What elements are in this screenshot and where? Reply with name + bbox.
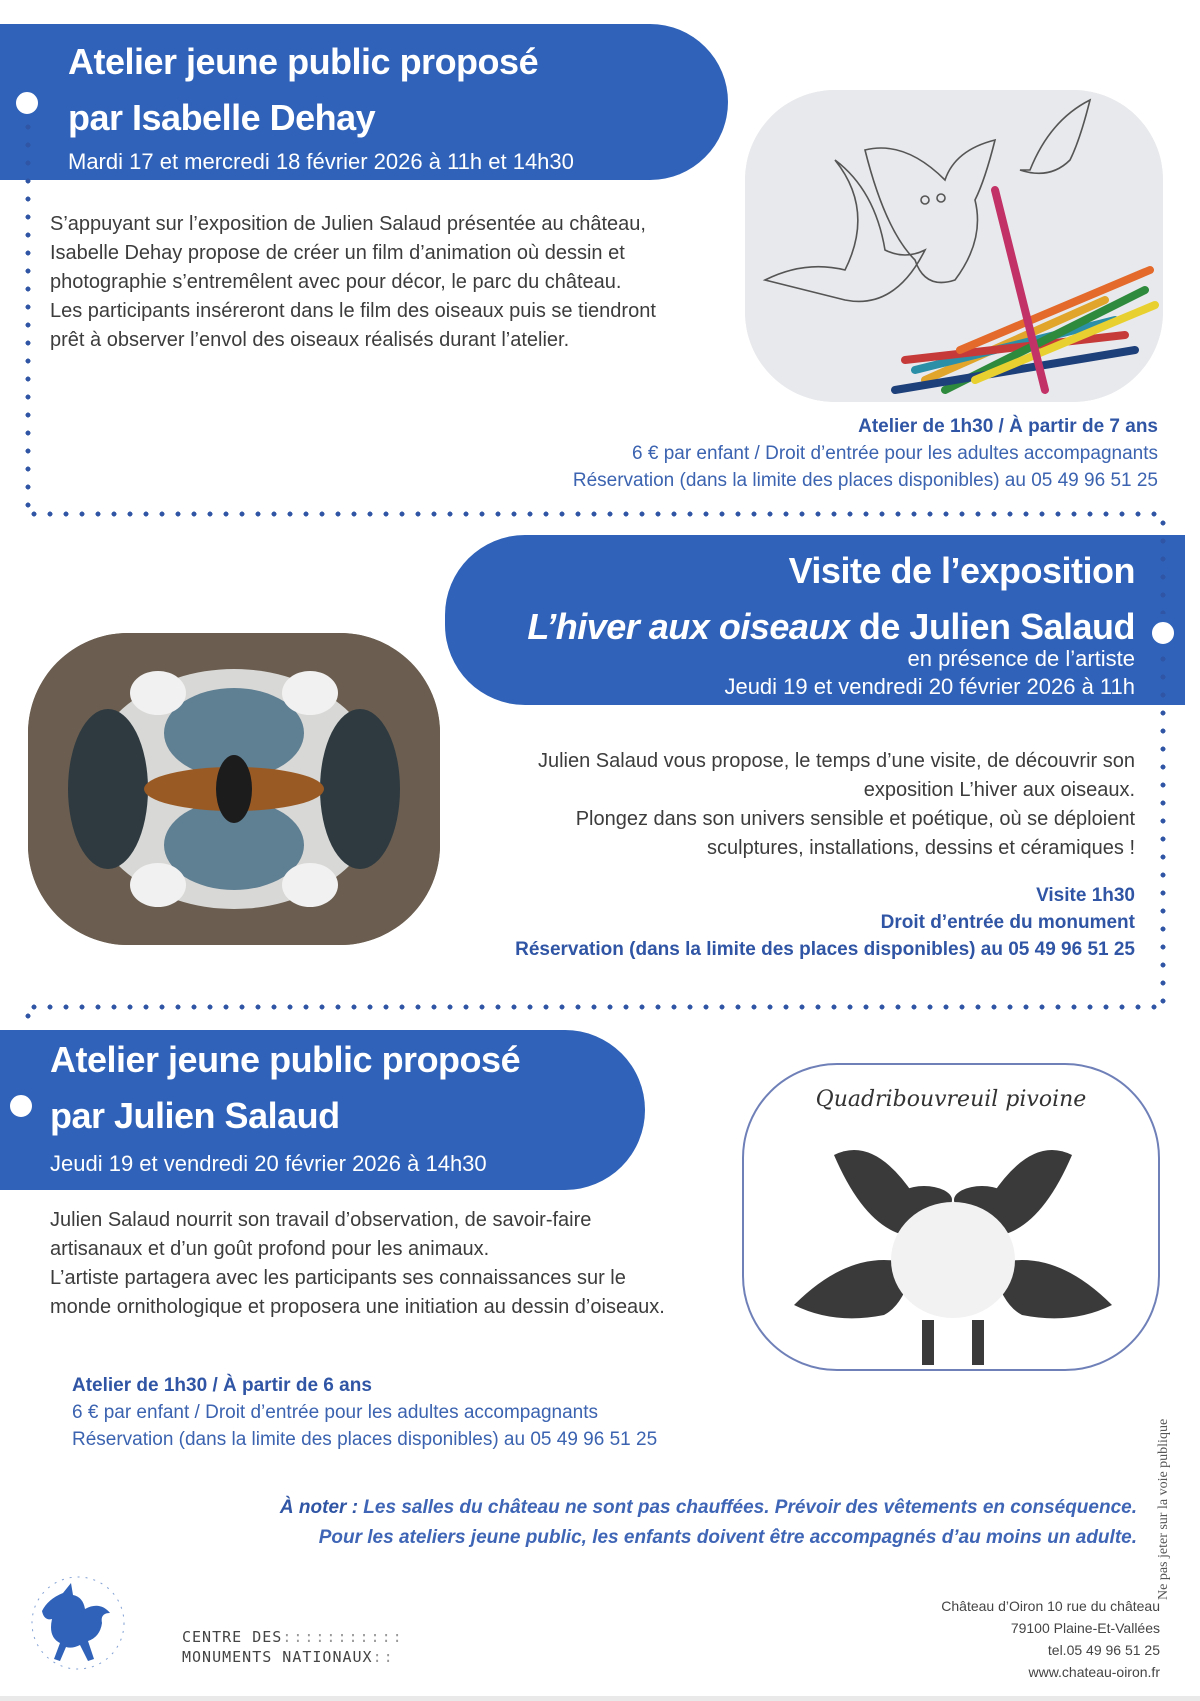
timeline-node: [8, 1093, 34, 1119]
section-2-date: Jeudi 19 et vendredi 20 février 2026 à 11h: [724, 674, 1135, 699]
description-line: Isabelle Dehay propose de créer un film d’animation où dessin et: [50, 242, 625, 264]
address-website[interactable]: www.chateau-oiron.fr: [1028, 1664, 1160, 1680]
description-line: photographie s’entremêlent avec pour décor, le parc du château.: [50, 271, 622, 293]
cmn-dots-decoration: :::::::::::: [282, 1628, 404, 1646]
info-reservation: Réservation (dans la limite des places disponibles) au 05 49 96 51 25: [72, 1429, 658, 1450]
section-2-subtitle: [724, 645, 1135, 701]
section-3-description: [50, 1206, 750, 1322]
description-line: sculptures, installations, dessins et céramiques !: [707, 837, 1135, 859]
section-3-date: Jeudi 19 et vendredi 20 février 2026 à 14h30: [50, 1151, 487, 1176]
note-label: À noter :: [279, 1497, 359, 1518]
info-reservation: Réservation (dans la limite des places disponibles) au 05 49 96 51 25: [572, 470, 1158, 491]
description-line: Les participants inséreront dans le film des oiseaux puis se tiendront: [50, 300, 656, 322]
timeline-node: [14, 90, 40, 116]
section-2-description: [435, 747, 1135, 863]
description-line: Julien Salaud nourrit son travail d’observation, de savoir-faire: [50, 1209, 592, 1231]
description-line: Julien Salaud vous propose, le temps d’une visite, de découvrir son: [537, 750, 1135, 772]
footer-address: [941, 1595, 1160, 1683]
image-caption: Quadribouvreuil pivoine: [815, 1087, 1087, 1112]
section-divider: [26, 1004, 1166, 1010]
section-1-date: Mardi 17 et mercredi 18 février 2026 à 11h et 14h30: [68, 149, 574, 174]
info-duration-age: Atelier de 1h30 / À partir de 7 ans: [858, 416, 1158, 437]
page-edge: [0, 1696, 1200, 1701]
section-1-practical-info: [573, 413, 1158, 494]
unicorn-logo-icon: [18, 1568, 138, 1678]
note-heating: Les salles du château ne sont pas chauffées. Prévoir des vêtements en conséquence.: [358, 1497, 1137, 1518]
description-line: monde ornithologique et proposera une initiation au dessin d’oiseaux.: [50, 1296, 665, 1318]
section-2-header-banner: [445, 535, 1185, 705]
info-duration: Visite 1h30: [1036, 885, 1135, 906]
exhibition-name: L’hiver aux oiseaux: [527, 606, 850, 647]
timeline-dotted-line: [1160, 650, 1166, 1010]
address-phone: tel.05 49 96 51 25: [1047, 1642, 1160, 1658]
section-3-practical-info: [72, 1372, 657, 1453]
address-city: 79100 Plaine-Et-Vallées: [1010, 1620, 1160, 1636]
section-2-title: [527, 543, 1135, 655]
info-price: 6 € par enfant / Droit d’entrée pour les adultes accompagnants: [72, 1402, 598, 1423]
cmn-dots-decoration: ::: [372, 1648, 395, 1666]
artist-name: de Julien Salaud: [849, 606, 1135, 647]
note-line-1: [280, 1493, 1137, 1523]
section-3-title-line1: Atelier jeune public proposé: [50, 1039, 521, 1080]
info-price: 6 € par enfant / Droit d’entrée pour les adultes accompagnants: [632, 443, 1158, 464]
section-2-presence: en présence de l’artiste: [907, 646, 1135, 671]
cmn-logo: [182, 1627, 404, 1667]
section-1-photo-bird-drawings: [745, 90, 1163, 402]
section-3-title-line2: par Julien Salaud: [50, 1095, 340, 1136]
section-3-photo-bullfinch-drawing: [742, 1063, 1160, 1371]
note-line-2: Pour les ateliers jeune public, les enfants doivent être accompagnés d’au moins un adulte.: [318, 1527, 1137, 1548]
section-1-title-line2: par Isabelle Dehay: [68, 97, 376, 138]
description-line: S’appuyant sur l’exposition de Julien Salaud présentée au château,: [50, 213, 646, 235]
section-1-header-banner: [0, 24, 728, 180]
timeline-node: [1150, 620, 1176, 646]
section-1-description: [50, 210, 750, 355]
description-line: prêt à observer l’envol des oiseaux réalisés durant l’atelier.: [50, 329, 570, 351]
side-disclaimer-text: Ne pas jeter sur la voie publique: [1156, 1418, 1171, 1600]
description-line: exposition L’hiver aux oiseaux.: [863, 779, 1135, 801]
section-3-header-banner: [0, 1030, 645, 1190]
info-price: Droit d’entrée du monument: [880, 912, 1135, 933]
section-3-title: [50, 1032, 520, 1144]
info-reservation: Réservation (dans la limite des places disponibles) au 05 49 96 51 25: [515, 939, 1135, 960]
description-line: L’artiste partagera avec les participants ses connaissances sur le: [50, 1267, 626, 1289]
timeline-dotted-line: [25, 118, 31, 514]
info-duration-age: Atelier de 1h30 / À partir de 6 ans: [72, 1375, 372, 1396]
section-2-title-line1: Visite de l’exposition: [788, 550, 1135, 591]
description-line: Plongez dans son univers sensible et poétique, où se déploient: [575, 808, 1135, 830]
address-line: Château d’Oiron 10 rue du château: [941, 1598, 1160, 1614]
section-divider: [26, 511, 1166, 517]
section-1-title-line1: Atelier jeune public proposé: [68, 41, 539, 82]
section-2-photo-mirrored-birds: [28, 633, 440, 945]
cmn-line1: CENTRE DES: [182, 1628, 283, 1646]
section-2-practical-info: [515, 882, 1135, 963]
section-1-title: [68, 34, 538, 146]
cmn-line2: MONUMENTS NATIONAUX: [182, 1648, 373, 1666]
side-disclaimer: [1150, 1370, 1180, 1600]
description-line: artisanaux et d’un goût profond pour les animaux.: [50, 1238, 490, 1260]
timeline-dotted-line: [1160, 514, 1166, 614]
important-notes: [280, 1493, 1137, 1553]
